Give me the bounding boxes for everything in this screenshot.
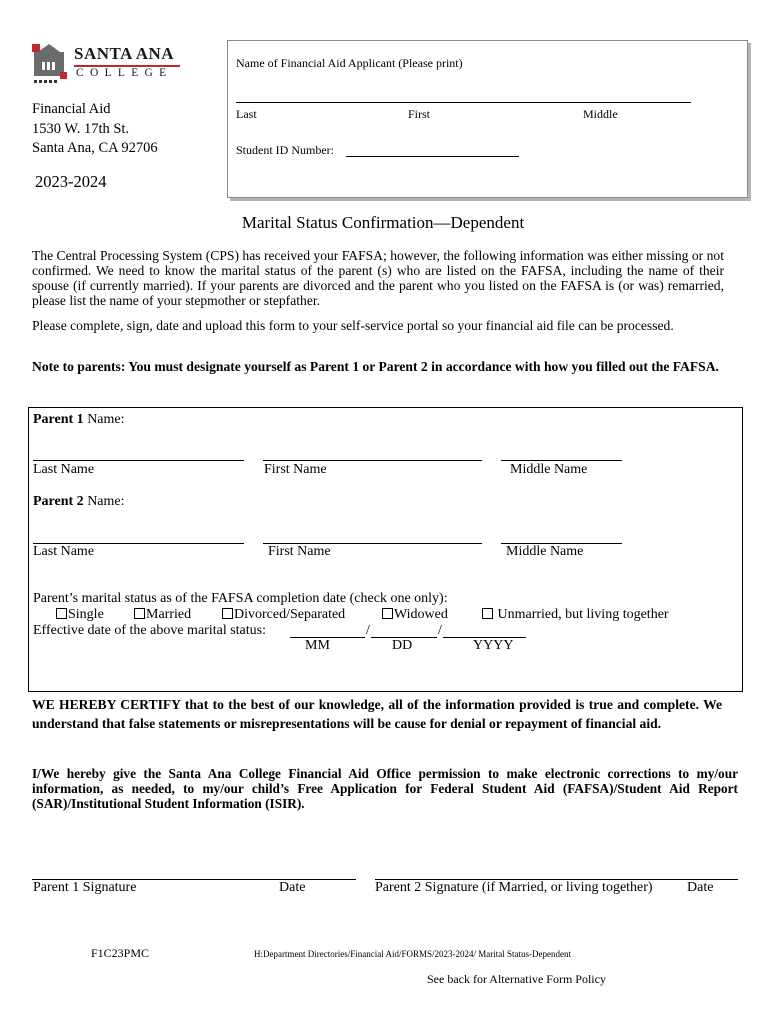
marital-status-question: Parent’s marital status as of the FAFSA completion date (check one only): (33, 591, 448, 606)
form-code: F1C23PMC (91, 946, 150, 960)
checkbox-single[interactable] (56, 608, 67, 619)
option-single[interactable]: Single (56, 607, 104, 623)
parent2-signature-label: Parent 2 Signature (if Married, or living together) (375, 880, 653, 895)
permission-statement: I/We hereby give the Santa Ana College Financial Aid Office permission to make electronic corrections to my/our information, as needed, to my/our child’s Free Application for Federal Student Aid (FAFSA)/Student Aid Report (SAR)/Institutional Student Information (ISIR). (32, 766, 738, 811)
upload-paragraph: Please complete, sign, date and upload this form to your self-service portal so your financial aid file can be processed. (32, 318, 674, 333)
day-hint: DD (392, 638, 413, 653)
college-logo-icon (30, 40, 68, 86)
office-street: 1530 W. 17th St. (32, 121, 130, 137)
parent-info-box (28, 407, 743, 692)
option-unmarried-living-together[interactable]: Unmarried, but living together (482, 607, 669, 623)
option-widowed[interactable]: Widowed (382, 607, 448, 623)
parent1-last-name-label: Last Name (33, 462, 95, 477)
effective-date-label: Effective date of the above marital status: (33, 623, 266, 638)
student-id-field[interactable] (346, 156, 519, 157)
logo-wordmark-santa-ana: SANTA ANA (74, 44, 175, 63)
parent1-first-name-label: First Name (264, 462, 327, 477)
checkbox-widowed[interactable] (382, 608, 393, 619)
student-id-label: Student ID Number: (236, 143, 334, 157)
note-to-parents: Note to parents: You must designate yourself as Parent 1 or Parent 2 in accordance with how you filled out the FAFSA. (32, 359, 719, 374)
parent1-name-label: Parent 1 Name: (33, 412, 125, 427)
award-year: 2023-2024 (35, 172, 107, 191)
checkbox-unmarried-living-together[interactable] (482, 608, 493, 619)
parent1-last-name-field[interactable] (33, 460, 244, 461)
intro-paragraph: The Central Processing System (CPS) has received your FAFSA; however, the following information was either missing or not confirmed. We need to know the marital status of the parent (s) who are listed on the FAFSA, including the name of their spouse (if currently married). If your parents are divorced and the parent who you listed on the FAFSA is (or was) remarried, please list the name of your stepmother or stepfather. (32, 248, 724, 308)
office-name: Financial Aid (32, 101, 111, 117)
applicant-last-label: Last (236, 107, 257, 121)
applicant-first-label: First (408, 107, 431, 121)
parent1-middle-name-field[interactable] (501, 460, 622, 461)
applicant-middle-label: Middle (583, 107, 618, 121)
parent2-name-label: Parent 2 Name: (33, 494, 125, 509)
parent1-signature-label: Parent 1 Signature (33, 880, 137, 895)
parent2-first-name-label: First Name (268, 544, 331, 559)
month-hint: MM (305, 638, 330, 653)
alternative-form-note: See back for Alternative Form Policy (427, 972, 606, 986)
logo-wordmark-college: COLLEGE (76, 67, 173, 79)
parent2-middle-name-label: Middle Name (506, 544, 584, 559)
applicant-name-title: Name of Financial Aid Applicant (Please print) (236, 56, 463, 70)
office-city: Santa Ana, CA 92706 (32, 140, 158, 156)
checkbox-married[interactable] (134, 608, 145, 619)
checkbox-divorced-separated[interactable] (222, 608, 233, 619)
parent2-date-label: Date (687, 880, 714, 895)
file-path: H:Department Directories/Financial Aid/FORMS/2023-2024/ Marital Status-Dependent (254, 949, 571, 959)
parent1-first-name-field[interactable] (263, 460, 482, 461)
option-married[interactable]: Married (134, 607, 191, 623)
option-divorced-separated[interactable]: Divorced/Separated (222, 607, 345, 623)
parent1-date-label: Date (279, 880, 306, 895)
applicant-name-field[interactable] (236, 102, 691, 103)
date-separator-2: / (438, 623, 442, 638)
certification-statement: WE HEREBY CERTIFY that to the best of our knowledge, all of the information provided is true and complete. We understand that false statements or misrepresentations will be cause for denial or repayment of financial aid. (32, 697, 722, 731)
date-separator-1: / (366, 623, 370, 638)
form-title: Marital Status Confirmation—Dependent (241, 213, 525, 232)
parent1-middle-name-label: Middle Name (510, 462, 588, 477)
parent2-last-name-label: Last Name (33, 544, 95, 559)
year-hint: YYYY (473, 638, 514, 653)
